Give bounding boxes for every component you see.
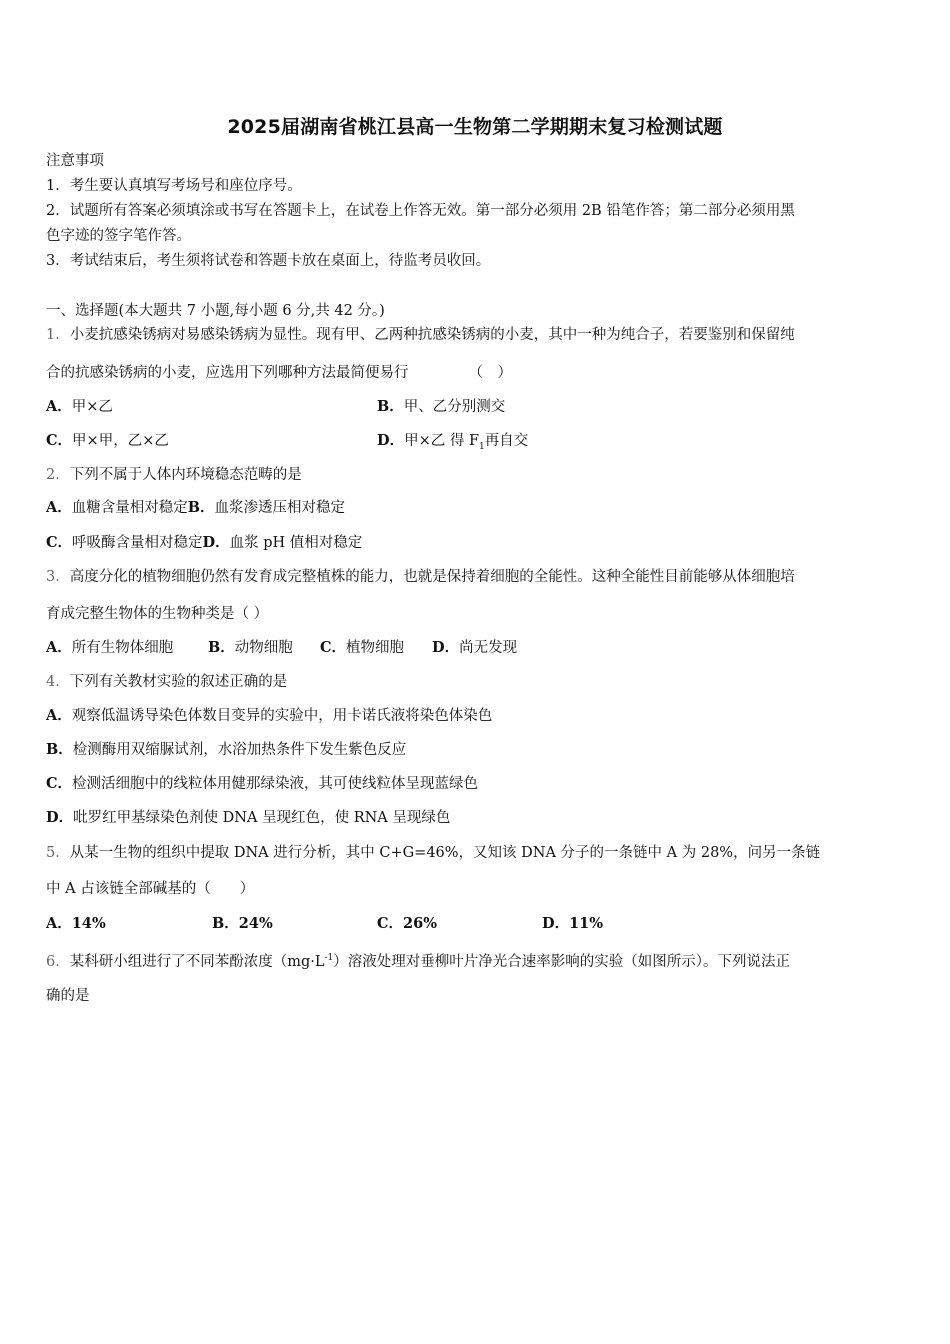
option-a[interactable]: A．甲×乙: [46, 398, 113, 415]
option-a[interactable]: A．观察低温诱导染色体数目变异的实验中，用卡诺氏液将染色体染色: [46, 707, 493, 724]
question-text: 某科研小组进行了不同苯酚浓度（mg·L: [69, 953, 325, 970]
superscript: -1: [324, 953, 334, 963]
option-b[interactable]: B．血浆渗透压相对稳定: [187, 499, 346, 516]
option-c[interactable]: C．呼吸酶含量相对稳定: [46, 534, 203, 551]
option-c[interactable]: C．26%: [377, 915, 438, 932]
question-number: 1．: [46, 327, 70, 343]
option-c[interactable]: C．甲×甲，乙×乙: [46, 432, 169, 449]
option-b[interactable]: B．动物细胞: [208, 639, 293, 656]
option-a[interactable]: A．14%: [46, 915, 106, 932]
question-text: 合的抗感染锈病的小麦，应选用下列哪种方法最简便易行: [46, 365, 409, 381]
option-row-cd: [46, 533, 362, 553]
question-2: [46, 465, 908, 485]
question-5-cont: 中 A 占该链全部碱基的（ ）: [46, 881, 255, 897]
notice-item: 1．考生要认真填写考场号和座位序号。: [46, 178, 302, 194]
question-number: 5．: [46, 845, 70, 861]
option-a[interactable]: A．血糖含量相对稳定: [46, 499, 188, 516]
notice-item: 色字迹的签字笔作答。: [46, 228, 191, 244]
page-title: 2025届湖南省桃江县高一生物第二学期期末复习检测试题: [227, 116, 723, 138]
question-6-cont: 确的是: [46, 988, 90, 1004]
question-text: 高度分化的植物细胞仍然有发育成完整植株的能力，也就是保持着细胞的全能性。这种全能性目前能够从体细胞培: [69, 569, 795, 585]
question-number: 2．: [46, 467, 70, 483]
section-heading: 一、选择题(本大题共 7 小题,每小题 6 分,共 42 分。): [46, 303, 385, 319]
question-3: [46, 567, 908, 587]
option-d[interactable]: D．吡罗红甲基绿染色剂使 DNA 呈现红色，使 RNA 呈现绿色: [46, 809, 451, 826]
option-b[interactable]: B．检测酶用双缩脲试剂，水浴加热条件下发生紫色反应: [46, 741, 407, 758]
option-c[interactable]: C．检测活细胞中的线粒体用健那绿染液，其可使线粒体呈现蓝绿色: [46, 775, 479, 792]
option-c[interactable]: C．植物细胞: [320, 639, 405, 656]
question-6: [46, 948, 908, 972]
option-d[interactable]: D．11%: [542, 915, 604, 932]
question-1: [46, 325, 908, 345]
option-d[interactable]: D．血浆 pH 值相对稳定: [202, 534, 363, 551]
notice-item: 3．考试结束后，考生须将试卷和答题卡放在桌面上，待监考员收回。: [46, 253, 491, 269]
option-b[interactable]: B．甲、乙分别测交: [377, 398, 506, 415]
notice-item: 2．试题所有答案必须填涂或书写在答题卡上，在试卷上作答无效。第一部分必须用 2B 铅笔作答；第二部分必须用黑: [46, 203, 795, 219]
question-text: 小麦抗感染锈病对易感染锈病为显性。现有甲、乙两种抗感染锈病的小麦，其中一种为纯合子，若要鉴别和保留纯: [69, 327, 795, 343]
question-text: 下列不属于人体内环境稳态范畴的是: [69, 467, 302, 483]
question-text: 下列有关教材实验的叙述正确的是: [69, 674, 288, 690]
question-1-cont: [46, 363, 908, 383]
question-3-cont: 育成完整生物体的生物种类是（ ）: [46, 606, 269, 622]
question-4: [46, 672, 908, 692]
option-b[interactable]: B．24%: [212, 915, 273, 932]
question-text: ）溶液处理对垂柳叶片净光合速率影响的实验（如图所示）。下列说法正: [333, 953, 791, 970]
option-d[interactable]: D．尚无发现: [432, 639, 518, 656]
question-5: [46, 843, 908, 863]
option-row-ab: [46, 498, 345, 518]
option-d[interactable]: D．甲×乙 得 $F_1$再自交: [377, 432, 529, 452]
answer-paren: （ ）: [468, 365, 512, 381]
question-number: 3．: [46, 569, 70, 585]
question-number: 4．: [46, 674, 70, 690]
question-number: 6．: [46, 953, 70, 970]
option-a[interactable]: A．所有生物体细胞: [46, 639, 174, 656]
notice-heading: 注意事项: [46, 153, 104, 169]
question-text: 从某一生物的组织中提取 DNA 进行分析，其中 C+G=46%，又知该 DNA 分子的一条链中 A 为 28%，问另一条链: [69, 845, 821, 861]
